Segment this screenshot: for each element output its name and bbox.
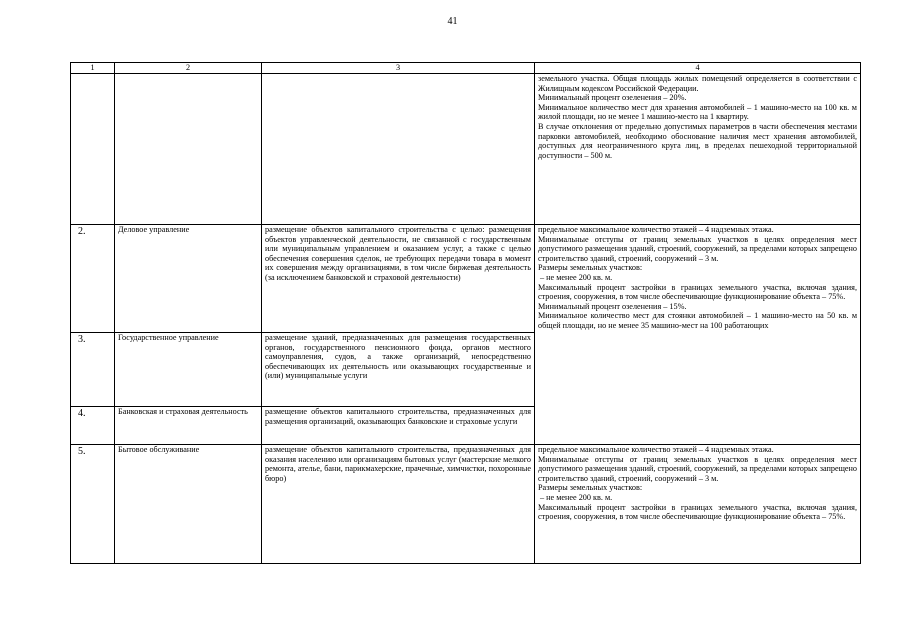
param-line: Минимальный процент озеленения – 15%. [538,301,687,311]
row-description: размещение объектов капитального строительства, предназначенных для оказания населению или организациям бытовых услуг (мастерские мелкого ремонта, ателье, бани, парикмахерские, прачечные, химчистки, похоронные бюро) [262,445,535,564]
row-number: 5. [71,445,115,564]
table-row [71,445,861,564]
param-line: – не менее 200 кв. м. [540,492,613,502]
row-description: размещение зданий, предназначенных для размещения государственных органов, государственного пенсионного фонда, органов местного самоуправления, судов, а также организаций, непосредственно обеспечивающих их деятельность или оказывающих государственные и (или) муниципальные услуги [262,333,535,407]
row-parameters [535,225,861,445]
col-header-2: 2 [115,63,262,74]
header-row [71,63,861,74]
row-parameters [535,445,861,564]
param-line: Минимальное количество мест для хранения автомобилей – 1 машино-место на 100 кв. м жилой площади, но не менее 1 машино-место на 1 квартиру. [538,102,857,122]
param-line: предельное максимальное количество этажей – 4 надземных этажа. [538,225,774,234]
row-name: Банковская и страховая деятельность [115,407,262,445]
param-line: Максимальный процент застройки в границах земельного участка, включая здания, строения, сооружения, в том числе обеспечивающие функционирование объекта – 75%. [538,502,857,522]
param-line: Максимальный процент застройки в границах земельного участка, включая здания, строения, сооружения, в том числе обеспечивающие функционирование объекта – 75%. [538,282,857,302]
param-line: Минимальное количество мест для стоянки автомобилей – 1 машино-место на 50 кв. м общей площади, но не менее 35 машино-мест на 100 работающих [538,311,857,330]
page-number: 41 [447,16,458,27]
param-line: В случае отклонения от предельно допустимых параметров в части обеспечения местами парковки автомобилей, необходимо обоснование наличия мест хранения автомобилей, доступных для неограниченного круга лиц, в пределах пешеходной территориальной доступности – 500 м. [538,121,857,160]
param-line: предельное максимальное количество этажей – 4 надземных этажа. [538,445,774,454]
row-number: 2. [71,225,115,333]
table-row [71,74,861,225]
param-line: Минимальные отступы от границ земельных участков в целях определения мест допустимого размещения зданий, строений, сооружений, за пределами которых запрещено строительство зданий, строений, сооружений – 3 м. [538,454,857,483]
row-parameters [535,74,861,225]
row-name: Бытовое обслуживание [115,445,262,564]
col-header-3: 3 [262,63,535,74]
param-line: – не менее 200 кв. м. [540,272,613,282]
row-description: размещение объектов капитального строительства, предназначенных для размещения организаций, оказывающих банковские и страховые услуги [262,407,535,445]
row-number [71,74,115,225]
param-line: Минимальный процент озеленения – 20%. [538,93,687,103]
param-line: Размеры земельных участков: [538,483,643,493]
col-header-1: 1 [71,63,115,74]
row-number: 4. [71,407,115,445]
param-line: Минимальные отступы от границ земельных участков в целях определения мест допустимого размещения зданий, строений, сооружений, за пределами которых запрещено строительство зданий, строений, сооружений – 3 м. [538,234,857,263]
row-description [262,74,535,225]
param-line: Размеры земельных участков: [538,263,643,273]
table-row [71,225,861,333]
param-line: земельного участка. Общая площадь жилых помещений определяется в соответствии с Жилищным кодексом Российской Федерации. [538,74,857,93]
row-name: Деловое управление [115,225,262,333]
row-name: Государственное управление [115,333,262,407]
row-description: размещение объектов капитального строительства с целью: размещения объектов управленческой деятельности, не связанной с государственным или муниципальным управлением и оказанием услуг, а также с целью обеспечения совершения сделок, не требующих передачи товара в момент их совершения между организациями, в том числе биржевая деятельность (за исключением банковской и страховой деятельности) [262,225,535,333]
row-number: 3. [71,333,115,407]
row-name [115,74,262,225]
col-header-4: 4 [535,63,861,74]
zoning-table [70,62,861,564]
